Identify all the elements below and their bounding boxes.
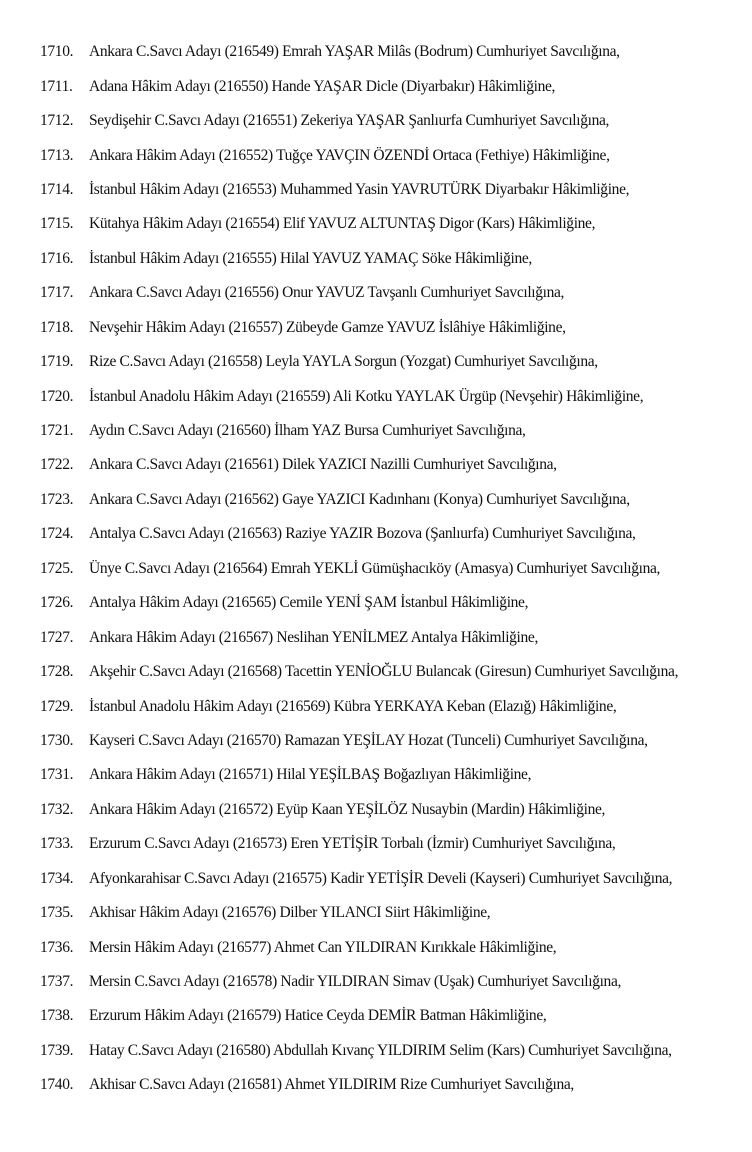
list-item (0, 207, 752, 241)
entry-text: Ankara Hâkim Adayı (216572) Eyüp Kaan YEŞİLÖZ Nusaybin (Mardin) Hâkimliğine, (89, 800, 606, 818)
list-item (0, 827, 752, 861)
list-item (0, 862, 752, 896)
list-item (0, 173, 752, 207)
list-item (0, 999, 752, 1033)
entry-number: 1711. (40, 77, 73, 95)
entry-text: Rize C.Savcı Adayı (216558) Leyla YAYLA Sorgun (Yozgat) Cumhuriyet Savcılığına, (89, 353, 598, 371)
entry-number: 1715. (40, 215, 74, 233)
entry-text: Ünye C.Savcı Adayı (216564) Emrah YEKLİ Gümüşhacıköy (Amasya) Cumhuriyet Savcılığına, (89, 559, 661, 577)
list-item (0, 1068, 752, 1102)
entry-text: Antalya C.Savcı Adayı (216563) Raziye YAZIR Bozova (Şanlıurfa) Cumhuriyet Savcılığına, (89, 525, 636, 543)
entry-number: 1739. (40, 1041, 74, 1059)
entry-number: 1726. (40, 594, 74, 612)
list-item (0, 414, 752, 448)
entry-text: Mersin Hâkim Adayı (216577) Ahmet Can YILDIRAN Kırıkkale Hâkimliğine, (89, 938, 557, 956)
entry-number: 1729. (40, 697, 74, 715)
entry-number: 1723. (40, 490, 74, 508)
entry-number: 1731. (40, 766, 74, 784)
entry-text: Seydişehir C.Savcı Adayı (216551) Zekeriya YAŞAR Şanlıurfa Cumhuriyet Savcılığına, (89, 112, 610, 130)
list-item (0, 448, 752, 482)
list-item (0, 793, 752, 827)
entry-text: İstanbul Anadolu Hâkim Adayı (216569) Kübra YERKAYA Keban (Elazığ) Hâkimliğine, (89, 697, 617, 715)
entry-number: 1732. (40, 800, 74, 818)
list-item (0, 483, 752, 517)
entry-number: 1717. (40, 284, 74, 302)
entry-text: Akhisar C.Savcı Adayı (216581) Ahmet YILDIRIM Rize Cumhuriyet Savcılığına, (89, 1076, 574, 1094)
entry-text: Aydın C.Savcı Adayı (216560) İlham YAZ Bursa Cumhuriyet Savcılığına, (89, 422, 526, 440)
list-item (0, 655, 752, 689)
list-item (0, 276, 752, 310)
list-item (0, 930, 752, 964)
entry-number: 1712. (40, 112, 74, 130)
entry-text: Erzurum C.Savcı Adayı (216573) Eren YETİŞİR Torbalı (İzmir) Cumhuriyet Savcılığına, (89, 835, 616, 853)
entry-number: 1721. (40, 422, 74, 440)
entry-number: 1718. (40, 318, 74, 336)
entry-number: 1736. (40, 938, 74, 956)
list-item (0, 35, 752, 69)
entry-number: 1727. (40, 628, 74, 646)
entry-text: Akşehir C.Savcı Adayı (216568) Tacettin YENİOĞLU Bulancak (Giresun) Cumhuriyet Savcılığına, (89, 663, 679, 681)
list-item (0, 517, 752, 551)
entry-number: 1720. (40, 387, 74, 405)
entry-text: Ankara C.Savcı Adayı (216549) Emrah YAŞAR Milâs (Bodrum) Cumhuriyet Savcılığına, (89, 43, 620, 61)
entry-number: 1714. (40, 180, 74, 198)
entry-text: Ankara C.Savcı Adayı (216562) Gaye YAZICI Kadınhanı (Konya) Cumhuriyet Savcılığına, (89, 490, 630, 508)
list-item (0, 620, 752, 654)
list-item (0, 965, 752, 999)
entry-number: 1728. (40, 663, 74, 681)
entry-text: Hatay C.Savcı Adayı (216580) Abdullah Kıvanç YILDIRIM Selim (Kars) Cumhuriyet Savcılığına, (89, 1041, 672, 1059)
entry-text: Ankara Hâkim Adayı (216567) Neslihan YENİLMEZ Antalya Hâkimliğine, (89, 628, 538, 646)
entry-number: 1733. (40, 835, 74, 853)
entry-number: 1734. (40, 869, 74, 887)
entry-text: Ankara Hâkim Adayı (216571) Hilal YEŞİLBAŞ Boğazlıyan Hâkimliğine, (89, 766, 532, 784)
entry-text: Nevşehir Hâkim Adayı (216557) Zübeyde Gamze YAVUZ İslâhiye Hâkimliğine, (89, 318, 566, 336)
entry-number: 1724. (40, 525, 74, 543)
entry-number: 1737. (40, 973, 74, 991)
list-item (0, 242, 752, 276)
appointment-list (0, 35, 752, 1103)
entry-text: Akhisar Hâkim Adayı (216576) Dilber YILANCI Siirt Hâkimliğine, (89, 904, 491, 922)
list-item (0, 311, 752, 345)
entry-text: Mersin C.Savcı Adayı (216578) Nadir YILDIRAN Simav (Uşak) Cumhuriyet Savcılığına, (89, 973, 622, 991)
entry-text: Kütahya Hâkim Adayı (216554) Elif YAVUZ ALTUNTAŞ Digor (Kars) Hâkimliğine, (89, 215, 596, 233)
entry-text: İstanbul Anadolu Hâkim Adayı (216559) Ali Kotku YAYLAK Ürgüp (Nevşehir) Hâkimliğine, (89, 387, 644, 405)
list-item (0, 138, 752, 172)
list-item (0, 689, 752, 723)
entry-text: İstanbul Hâkim Adayı (216555) Hilal YAVUZ YAMAÇ Söke Hâkimliğine, (89, 249, 532, 267)
entry-number: 1722. (40, 456, 74, 474)
list-item (0, 1034, 752, 1068)
entry-text: Ankara Hâkim Adayı (216552) Tuğçe YAVÇIN ÖZENDİ Ortaca (Fethiye) Hâkimliğine, (89, 146, 610, 164)
list-item (0, 104, 752, 138)
entry-text: İstanbul Hâkim Adayı (216553) Muhammed Yasin YAVRUTÜRK Diyarbakır Hâkimliğine, (89, 180, 630, 198)
entry-number: 1735. (40, 904, 74, 922)
entry-number: 1738. (40, 1007, 74, 1025)
list-item (0, 758, 752, 792)
entry-number: 1719. (40, 353, 74, 371)
entry-number: 1710. (40, 43, 74, 61)
list-item (0, 896, 752, 930)
list-item (0, 345, 752, 379)
entry-text: Ankara C.Savcı Adayı (216561) Dilek YAZICI Nazilli Cumhuriyet Savcılığına, (89, 456, 557, 474)
entry-text: Erzurum Hâkim Adayı (216579) Hatice Ceyda DEMİR Batman Hâkimliğine, (89, 1007, 547, 1025)
entry-number: 1725. (40, 559, 74, 577)
entry-text: Ankara C.Savcı Adayı (216556) Onur YAVUZ Tavşanlı Cumhuriyet Savcılığına, (89, 284, 565, 302)
entry-text: Adana Hâkim Adayı (216550) Hande YAŞAR Dicle (Diyarbakır) Hâkimliğine, (89, 77, 556, 95)
list-item (0, 69, 752, 103)
entry-number: 1740. (40, 1076, 74, 1094)
list-item (0, 724, 752, 758)
entry-text: Afyonkarahisar C.Savcı Adayı (216575) Kadir YETİŞİR Develi (Kayseri) Cumhuriyet Savcılığına, (89, 869, 673, 887)
entry-number: 1713. (40, 146, 74, 164)
list-item (0, 379, 752, 413)
entry-number: 1716. (40, 249, 74, 267)
entry-text: Antalya Hâkim Adayı (216565) Cemile YENİ ŞAM İstanbul Hâkimliğine, (89, 594, 529, 612)
entry-text: Kayseri C.Savcı Adayı (216570) Ramazan YEŞİLAY Hozat (Tunceli) Cumhuriyet Savcılığına, (89, 731, 648, 749)
list-item (0, 586, 752, 620)
entry-number: 1730. (40, 731, 74, 749)
list-item (0, 552, 752, 586)
